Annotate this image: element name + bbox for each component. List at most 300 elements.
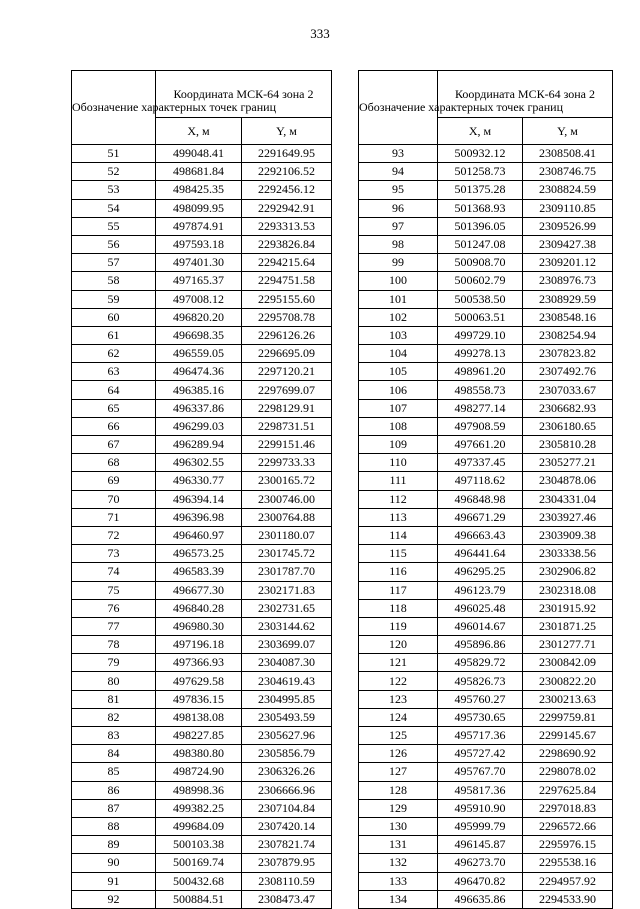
x-coordinate: 497008.12: [156, 290, 242, 308]
x-coordinate: 497401.30: [156, 254, 242, 272]
y-coordinate: 2306326.26: [242, 763, 332, 781]
y-coordinate: 2300764.88: [242, 508, 332, 526]
table-row: [359, 145, 613, 163]
x-coordinate: 498277.14: [438, 399, 523, 417]
y-coordinate: 2308976.73: [523, 272, 613, 290]
table-row: [359, 690, 613, 708]
table-row: [359, 708, 613, 726]
table-row: [72, 308, 332, 326]
y-coordinate: 2307420.14: [242, 817, 332, 835]
y-coordinate: 2294215.64: [242, 254, 332, 272]
x-coordinate: 501368.93: [438, 199, 523, 217]
point-number: 130: [359, 817, 438, 835]
y-coordinate: 2309201.12: [523, 254, 613, 272]
y-coordinate: 2303927.46: [523, 508, 613, 526]
table-row: [72, 272, 332, 290]
y-coordinate: 2301180.07: [242, 526, 332, 544]
point-number: 112: [359, 490, 438, 508]
table-row: [72, 708, 332, 726]
x-coordinate: 497366.93: [156, 654, 242, 672]
y-coordinate: 2298731.51: [242, 417, 332, 435]
x-coordinate: 497593.18: [156, 235, 242, 253]
point-number: 109: [359, 436, 438, 454]
point-number: 85: [72, 763, 156, 781]
table-row: [72, 799, 332, 817]
x-coordinate: 496145.87: [438, 836, 523, 854]
table-row: [72, 872, 332, 890]
point-number: 57: [72, 254, 156, 272]
y-coordinate: 2298129.91: [242, 399, 332, 417]
y-coordinate: 2301915.92: [523, 599, 613, 617]
y-coordinate: 2295976.15: [523, 836, 613, 854]
point-number: 111: [359, 472, 438, 490]
x-coordinate: 500432.68: [156, 872, 242, 890]
y-coordinate: 2293826.84: [242, 235, 332, 253]
point-number: 95: [359, 181, 438, 199]
x-coordinate: 496848.98: [438, 490, 523, 508]
y-coordinate: 2309427.38: [523, 235, 613, 253]
x-coordinate: 499382.25: [156, 799, 242, 817]
y-coordinate: 2298078.02: [523, 763, 613, 781]
x-coordinate: 496698.35: [156, 326, 242, 344]
table-row: [359, 472, 613, 490]
table-row: [359, 399, 613, 417]
x-coordinate: 496583.39: [156, 563, 242, 581]
table-row: [359, 836, 613, 854]
y-coordinate: 2303699.07: [242, 636, 332, 654]
x-coordinate: 500908.70: [438, 254, 523, 272]
point-number: 91: [72, 872, 156, 890]
table-row: [359, 199, 613, 217]
point-number: 86: [72, 781, 156, 799]
point-number: 103: [359, 326, 438, 344]
y-coordinate: 2297699.07: [242, 381, 332, 399]
x-coordinate: 495717.36: [438, 727, 523, 745]
y-coordinate: 2295538.16: [523, 854, 613, 872]
x-coordinate: 496559.05: [156, 345, 242, 363]
y-coordinate: 2295708.78: [242, 308, 332, 326]
y-coordinate: 2307823.82: [523, 345, 613, 363]
x-coordinate: 500103.38: [156, 836, 242, 854]
header-coord-label: Координата МСК-64 зона 2: [438, 71, 613, 118]
y-coordinate: 2307033.67: [523, 381, 613, 399]
table-row: [72, 617, 332, 635]
x-coordinate: 496980.30: [156, 617, 242, 635]
table-row: [359, 854, 613, 872]
point-number: 110: [359, 454, 438, 472]
x-coordinate: 496337.86: [156, 399, 242, 417]
point-number: 64: [72, 381, 156, 399]
table-row: [72, 454, 332, 472]
table-row: [359, 290, 613, 308]
y-coordinate: 2308548.16: [523, 308, 613, 326]
y-coordinate: 2299145.67: [523, 727, 613, 745]
x-coordinate: 496460.97: [156, 526, 242, 544]
table-row: [359, 417, 613, 435]
x-coordinate: 497118.62: [438, 472, 523, 490]
y-coordinate: 2295155.60: [242, 290, 332, 308]
point-number: 89: [72, 836, 156, 854]
point-number: 113: [359, 508, 438, 526]
y-coordinate: 2301745.72: [242, 545, 332, 563]
y-coordinate: 2299759.81: [523, 708, 613, 726]
point-number: 55: [72, 217, 156, 235]
table-row: [72, 636, 332, 654]
table-row: [72, 508, 332, 526]
table-row: [72, 181, 332, 199]
table-row: [72, 854, 332, 872]
header-y-label: Y, м: [523, 118, 613, 145]
table-row: [72, 417, 332, 435]
x-coordinate: 495760.27: [438, 690, 523, 708]
y-coordinate: 2294957.92: [523, 872, 613, 890]
table-row: [359, 217, 613, 235]
point-number: 119: [359, 617, 438, 635]
point-number: 102: [359, 308, 438, 326]
table-row: [359, 308, 613, 326]
y-coordinate: 2308508.41: [523, 145, 613, 163]
header-coord-label: Координата МСК-64 зона 2: [156, 71, 332, 118]
point-number: 73: [72, 545, 156, 563]
table-row: [72, 654, 332, 672]
table-row: [359, 745, 613, 763]
x-coordinate: 501247.08: [438, 235, 523, 253]
x-coordinate: 498681.84: [156, 163, 242, 181]
table-row: [72, 727, 332, 745]
table-row: [72, 745, 332, 763]
y-coordinate: 2301787.70: [242, 563, 332, 581]
x-coordinate: 496474.36: [156, 363, 242, 381]
point-number: 63: [72, 363, 156, 381]
x-coordinate: 498227.85: [156, 727, 242, 745]
point-number: 88: [72, 817, 156, 835]
table-row: [359, 581, 613, 599]
point-number: 128: [359, 781, 438, 799]
y-coordinate: 2292456.12: [242, 181, 332, 199]
point-number: 94: [359, 163, 438, 181]
x-coordinate: 496385.16: [156, 381, 242, 399]
x-coordinate: 497196.18: [156, 636, 242, 654]
table-row: [359, 654, 613, 672]
x-coordinate: 501396.05: [438, 217, 523, 235]
point-number: 53: [72, 181, 156, 199]
x-coordinate: 497661.20: [438, 436, 523, 454]
point-number: 76: [72, 599, 156, 617]
y-coordinate: 2307821.74: [242, 836, 332, 854]
x-coordinate: 496470.82: [438, 872, 523, 890]
x-coordinate: 500884.51: [156, 890, 242, 908]
point-number: 72: [72, 526, 156, 544]
y-coordinate: 2305856.79: [242, 745, 332, 763]
point-number: 60: [72, 308, 156, 326]
point-number: 115: [359, 545, 438, 563]
point-number: 129: [359, 799, 438, 817]
x-coordinate: 496299.03: [156, 417, 242, 435]
header-y-label: Y, м: [242, 118, 332, 145]
y-coordinate: 2302906.82: [523, 563, 613, 581]
table-row: [359, 890, 613, 908]
table-row: [72, 490, 332, 508]
point-number: 71: [72, 508, 156, 526]
point-number: 69: [72, 472, 156, 490]
table-row: [359, 636, 613, 654]
point-number: 126: [359, 745, 438, 763]
point-number: 59: [72, 290, 156, 308]
x-coordinate: 496394.14: [156, 490, 242, 508]
point-number: 121: [359, 654, 438, 672]
table-row: [359, 872, 613, 890]
point-number: 134: [359, 890, 438, 908]
x-coordinate: 501258.73: [438, 163, 523, 181]
x-coordinate: 497337.45: [438, 454, 523, 472]
table-row: [359, 181, 613, 199]
x-coordinate: 496441.64: [438, 545, 523, 563]
table-row: [72, 290, 332, 308]
point-number: 78: [72, 636, 156, 654]
y-coordinate: 2306682.93: [523, 399, 613, 417]
x-coordinate: 499278.13: [438, 345, 523, 363]
point-number: 97: [359, 217, 438, 235]
y-coordinate: 2307492.76: [523, 363, 613, 381]
table-row: [72, 472, 332, 490]
point-number: 98: [359, 235, 438, 253]
table-row: [359, 727, 613, 745]
header-point-label: Обозначение характерных точек границ: [72, 71, 156, 145]
point-number: 106: [359, 381, 438, 399]
x-coordinate: 497629.58: [156, 672, 242, 690]
table-row: [359, 381, 613, 399]
table-row: [72, 235, 332, 253]
point-number: 133: [359, 872, 438, 890]
x-coordinate: 496123.79: [438, 581, 523, 599]
table-row: [359, 163, 613, 181]
table-row: [359, 672, 613, 690]
x-coordinate: 500169.74: [156, 854, 242, 872]
point-number: 65: [72, 399, 156, 417]
point-number: 101: [359, 290, 438, 308]
table-row: [359, 272, 613, 290]
table-row: [359, 781, 613, 799]
point-number: 81: [72, 690, 156, 708]
table-row: [72, 781, 332, 799]
y-coordinate: 2308110.59: [242, 872, 332, 890]
point-number: 117: [359, 581, 438, 599]
point-number: 127: [359, 763, 438, 781]
table-row: [359, 490, 613, 508]
table-row: [72, 381, 332, 399]
table-row: [72, 436, 332, 454]
point-number: 77: [72, 617, 156, 635]
table-row: [359, 526, 613, 544]
y-coordinate: 2301277.71: [523, 636, 613, 654]
point-number: 122: [359, 672, 438, 690]
point-number: 114: [359, 526, 438, 544]
table-row: [359, 817, 613, 835]
x-coordinate: 500932.12: [438, 145, 523, 163]
y-coordinate: 2299733.33: [242, 454, 332, 472]
y-coordinate: 2304995.85: [242, 690, 332, 708]
table-row: [359, 599, 613, 617]
x-coordinate: 496677.30: [156, 581, 242, 599]
table-row: [72, 690, 332, 708]
point-number: 93: [359, 145, 438, 163]
y-coordinate: 2306666.96: [242, 781, 332, 799]
point-number: 107: [359, 399, 438, 417]
x-coordinate: 496014.67: [438, 617, 523, 635]
header-point-label: Обозначение характерных точек границ: [359, 71, 438, 145]
table-row: [72, 399, 332, 417]
x-coordinate: 499684.09: [156, 817, 242, 835]
y-coordinate: 2293313.53: [242, 217, 332, 235]
y-coordinate: 2308746.75: [523, 163, 613, 181]
point-number: 56: [72, 235, 156, 253]
x-coordinate: 498380.80: [156, 745, 242, 763]
y-coordinate: 2294751.58: [242, 272, 332, 290]
y-coordinate: 2297120.21: [242, 363, 332, 381]
x-coordinate: 497836.15: [156, 690, 242, 708]
header-x-label: X, м: [156, 118, 242, 145]
table-row: [359, 345, 613, 363]
point-number: 125: [359, 727, 438, 745]
y-coordinate: 2292106.52: [242, 163, 332, 181]
y-coordinate: 2300746.00: [242, 490, 332, 508]
table-row: [72, 345, 332, 363]
point-number: 96: [359, 199, 438, 217]
x-coordinate: 497165.37: [156, 272, 242, 290]
y-coordinate: 2300213.63: [523, 690, 613, 708]
y-coordinate: 2305277.21: [523, 454, 613, 472]
y-coordinate: 2306180.65: [523, 417, 613, 435]
y-coordinate: 2301871.25: [523, 617, 613, 635]
table-row: [359, 545, 613, 563]
x-coordinate: 496573.25: [156, 545, 242, 563]
table-row: [72, 890, 332, 908]
point-number: 61: [72, 326, 156, 344]
y-coordinate: 2304878.06: [523, 472, 613, 490]
y-coordinate: 2309110.85: [523, 199, 613, 217]
x-coordinate: 495999.79: [438, 817, 523, 835]
x-coordinate: 496820.20: [156, 308, 242, 326]
x-coordinate: 500063.51: [438, 308, 523, 326]
y-coordinate: 2303909.38: [523, 526, 613, 544]
point-number: 74: [72, 563, 156, 581]
x-coordinate: 500538.50: [438, 290, 523, 308]
point-number: 68: [72, 454, 156, 472]
table-row: [72, 363, 332, 381]
x-coordinate: 496635.86: [438, 890, 523, 908]
x-coordinate: 498425.35: [156, 181, 242, 199]
x-coordinate: 495896.86: [438, 636, 523, 654]
x-coordinate: 496396.98: [156, 508, 242, 526]
point-number: 105: [359, 363, 438, 381]
y-coordinate: 2294533.90: [523, 890, 613, 908]
point-number: 52: [72, 163, 156, 181]
table-row: [72, 254, 332, 272]
y-coordinate: 2296126.26: [242, 326, 332, 344]
x-coordinate: 500602.79: [438, 272, 523, 290]
point-number: 100: [359, 272, 438, 290]
x-coordinate: 497908.59: [438, 417, 523, 435]
table-row: [72, 763, 332, 781]
x-coordinate: 496671.29: [438, 508, 523, 526]
table-row: [72, 217, 332, 235]
point-number: 62: [72, 345, 156, 363]
y-coordinate: 2291649.95: [242, 145, 332, 163]
y-coordinate: 2292942.91: [242, 199, 332, 217]
y-coordinate: 2307879.95: [242, 854, 332, 872]
table-row: [359, 563, 613, 581]
point-number: 87: [72, 799, 156, 817]
x-coordinate: 498558.73: [438, 381, 523, 399]
table-row: [359, 508, 613, 526]
point-number: 90: [72, 854, 156, 872]
point-number: 79: [72, 654, 156, 672]
x-coordinate: 496289.94: [156, 436, 242, 454]
table-row: [359, 436, 613, 454]
y-coordinate: 2304087.30: [242, 654, 332, 672]
point-number: 124: [359, 708, 438, 726]
y-coordinate: 2305810.28: [523, 436, 613, 454]
x-coordinate: 498998.36: [156, 781, 242, 799]
header-x-label: X, м: [438, 118, 523, 145]
table-row: [359, 363, 613, 381]
x-coordinate: 498138.08: [156, 708, 242, 726]
coordinates-table-left: [71, 70, 332, 909]
point-number: 104: [359, 345, 438, 363]
y-coordinate: 2307104.84: [242, 799, 332, 817]
x-coordinate: 495817.36: [438, 781, 523, 799]
point-number: 66: [72, 417, 156, 435]
point-number: 132: [359, 854, 438, 872]
table-row: [359, 235, 613, 253]
y-coordinate: 2299151.46: [242, 436, 332, 454]
point-number: 83: [72, 727, 156, 745]
y-coordinate: 2308254.94: [523, 326, 613, 344]
x-coordinate: 496302.55: [156, 454, 242, 472]
x-coordinate: 499048.41: [156, 145, 242, 163]
x-coordinate: 496025.48: [438, 599, 523, 617]
x-coordinate: 496330.77: [156, 472, 242, 490]
table-body-right: [359, 145, 613, 909]
point-number: 51: [72, 145, 156, 163]
y-coordinate: 2302731.65: [242, 599, 332, 617]
y-coordinate: 2297018.83: [523, 799, 613, 817]
y-coordinate: 2300165.72: [242, 472, 332, 490]
y-coordinate: 2302318.08: [523, 581, 613, 599]
y-coordinate: 2309526.99: [523, 217, 613, 235]
point-number: 118: [359, 599, 438, 617]
table-row: [72, 163, 332, 181]
table-body-left: [72, 145, 332, 909]
table-row: [72, 145, 332, 163]
x-coordinate: 496840.28: [156, 599, 242, 617]
y-coordinate: 2308824.59: [523, 181, 613, 199]
table-row: [359, 763, 613, 781]
x-coordinate: 495829.72: [438, 654, 523, 672]
y-coordinate: 2302171.83: [242, 581, 332, 599]
x-coordinate: 496295.25: [438, 563, 523, 581]
y-coordinate: 2304331.04: [523, 490, 613, 508]
x-coordinate: 498961.20: [438, 363, 523, 381]
point-number: 92: [72, 890, 156, 908]
table-row: [359, 454, 613, 472]
x-coordinate: 495910.90: [438, 799, 523, 817]
table-row: [72, 817, 332, 835]
table-row: [72, 672, 332, 690]
point-number: 75: [72, 581, 156, 599]
coordinates-table-right: [358, 70, 613, 909]
x-coordinate: 499729.10: [438, 326, 523, 344]
